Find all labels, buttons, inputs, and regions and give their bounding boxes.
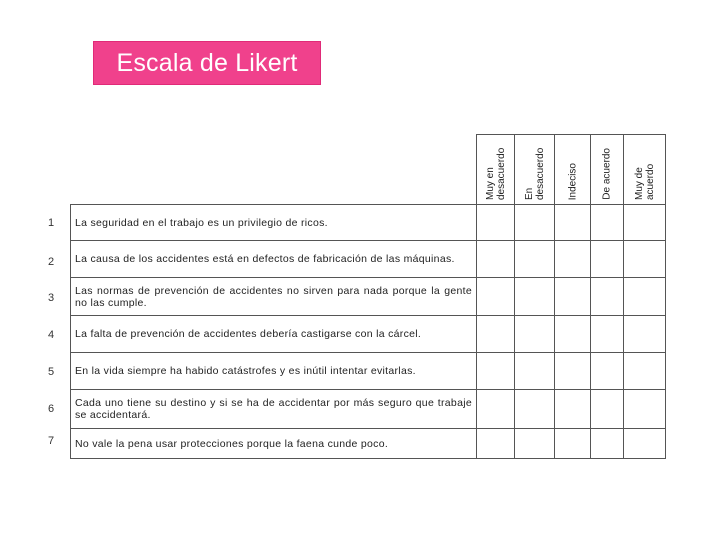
response-cell[interactable] bbox=[477, 390, 515, 429]
column-header-indeciso: Indeciso bbox=[555, 135, 591, 205]
response-cell[interactable] bbox=[624, 353, 666, 390]
table-row bbox=[71, 205, 666, 241]
statement-5: En la vida siempre ha habido catástrofes y es inútil intentar evitarlas. bbox=[71, 353, 477, 390]
table-row bbox=[71, 429, 666, 459]
response-cell[interactable] bbox=[624, 241, 666, 278]
response-cell[interactable] bbox=[477, 316, 515, 353]
header-row bbox=[71, 135, 666, 205]
column-header-muy-en-desacuerdo: Muy en desacuerdo bbox=[477, 135, 515, 205]
statement-2: La causa de los accidentes está en defectos de fabricación de las máquinas. bbox=[71, 241, 477, 278]
item-number-7: 7 bbox=[48, 435, 55, 447]
table-row bbox=[71, 278, 666, 316]
statement-4: La falta de prevención de accidentes debería castigarse con la cárcel. bbox=[71, 316, 477, 353]
response-cell[interactable] bbox=[591, 429, 624, 459]
response-cell[interactable] bbox=[515, 205, 555, 241]
statement-6: Cada uno tiene su destino y si se ha de accidentar por más seguro que trabaje se accidentará. bbox=[71, 390, 477, 429]
response-cell[interactable] bbox=[515, 353, 555, 390]
response-cell[interactable] bbox=[477, 241, 515, 278]
column-header-en-desacuerdo: En desacuerdo bbox=[515, 135, 555, 205]
table-row bbox=[71, 390, 666, 429]
table-row bbox=[71, 353, 666, 390]
response-cell[interactable] bbox=[515, 429, 555, 459]
response-cell[interactable] bbox=[515, 316, 555, 353]
item-number-4: 4 bbox=[48, 329, 55, 341]
table-row bbox=[71, 241, 666, 278]
likert-table bbox=[70, 134, 666, 459]
response-cell[interactable] bbox=[624, 429, 666, 459]
response-cell[interactable] bbox=[591, 390, 624, 429]
item-number-2: 2 bbox=[48, 256, 55, 268]
response-cell[interactable] bbox=[515, 278, 555, 316]
response-cell[interactable] bbox=[591, 241, 624, 278]
table-row bbox=[71, 316, 666, 353]
statement-3: Las normas de prevención de accidentes no sirven para nada porque la gente no las cumple. bbox=[71, 278, 477, 316]
response-cell[interactable] bbox=[624, 390, 666, 429]
column-header-muy-de-acuerdo: Muy de acuerdo bbox=[624, 135, 666, 205]
item-number-1: 1 bbox=[48, 217, 55, 229]
response-cell[interactable] bbox=[555, 316, 591, 353]
response-cell[interactable] bbox=[477, 278, 515, 316]
response-cell[interactable] bbox=[515, 241, 555, 278]
response-cell[interactable] bbox=[591, 205, 624, 241]
response-cell[interactable] bbox=[624, 278, 666, 316]
response-cell[interactable] bbox=[591, 316, 624, 353]
item-number-3: 3 bbox=[48, 292, 55, 304]
header-blank-cell bbox=[71, 135, 477, 205]
response-cell[interactable] bbox=[591, 278, 624, 316]
item-number-6: 6 bbox=[48, 403, 55, 415]
response-cell[interactable] bbox=[555, 278, 591, 316]
item-number-5: 5 bbox=[48, 366, 55, 378]
slide-title-box bbox=[93, 41, 321, 85]
statement-7: No vale la pena usar protecciones porque la faena cunde poco. bbox=[71, 429, 477, 459]
response-cell[interactable] bbox=[555, 205, 591, 241]
column-header-de-acuerdo: De acuerdo bbox=[591, 135, 624, 205]
response-cell[interactable] bbox=[555, 241, 591, 278]
response-cell[interactable] bbox=[624, 205, 666, 241]
response-cell[interactable] bbox=[591, 353, 624, 390]
response-cell[interactable] bbox=[515, 390, 555, 429]
response-cell[interactable] bbox=[477, 429, 515, 459]
slide-title: Escala de Likert bbox=[116, 48, 298, 77]
response-cell[interactable] bbox=[477, 205, 515, 241]
response-cell[interactable] bbox=[555, 429, 591, 459]
response-cell[interactable] bbox=[477, 353, 515, 390]
statement-1: La seguridad en el trabajo es un privilegio de ricos. bbox=[71, 205, 477, 241]
response-cell[interactable] bbox=[555, 390, 591, 429]
response-cell[interactable] bbox=[624, 316, 666, 353]
response-cell[interactable] bbox=[555, 353, 591, 390]
